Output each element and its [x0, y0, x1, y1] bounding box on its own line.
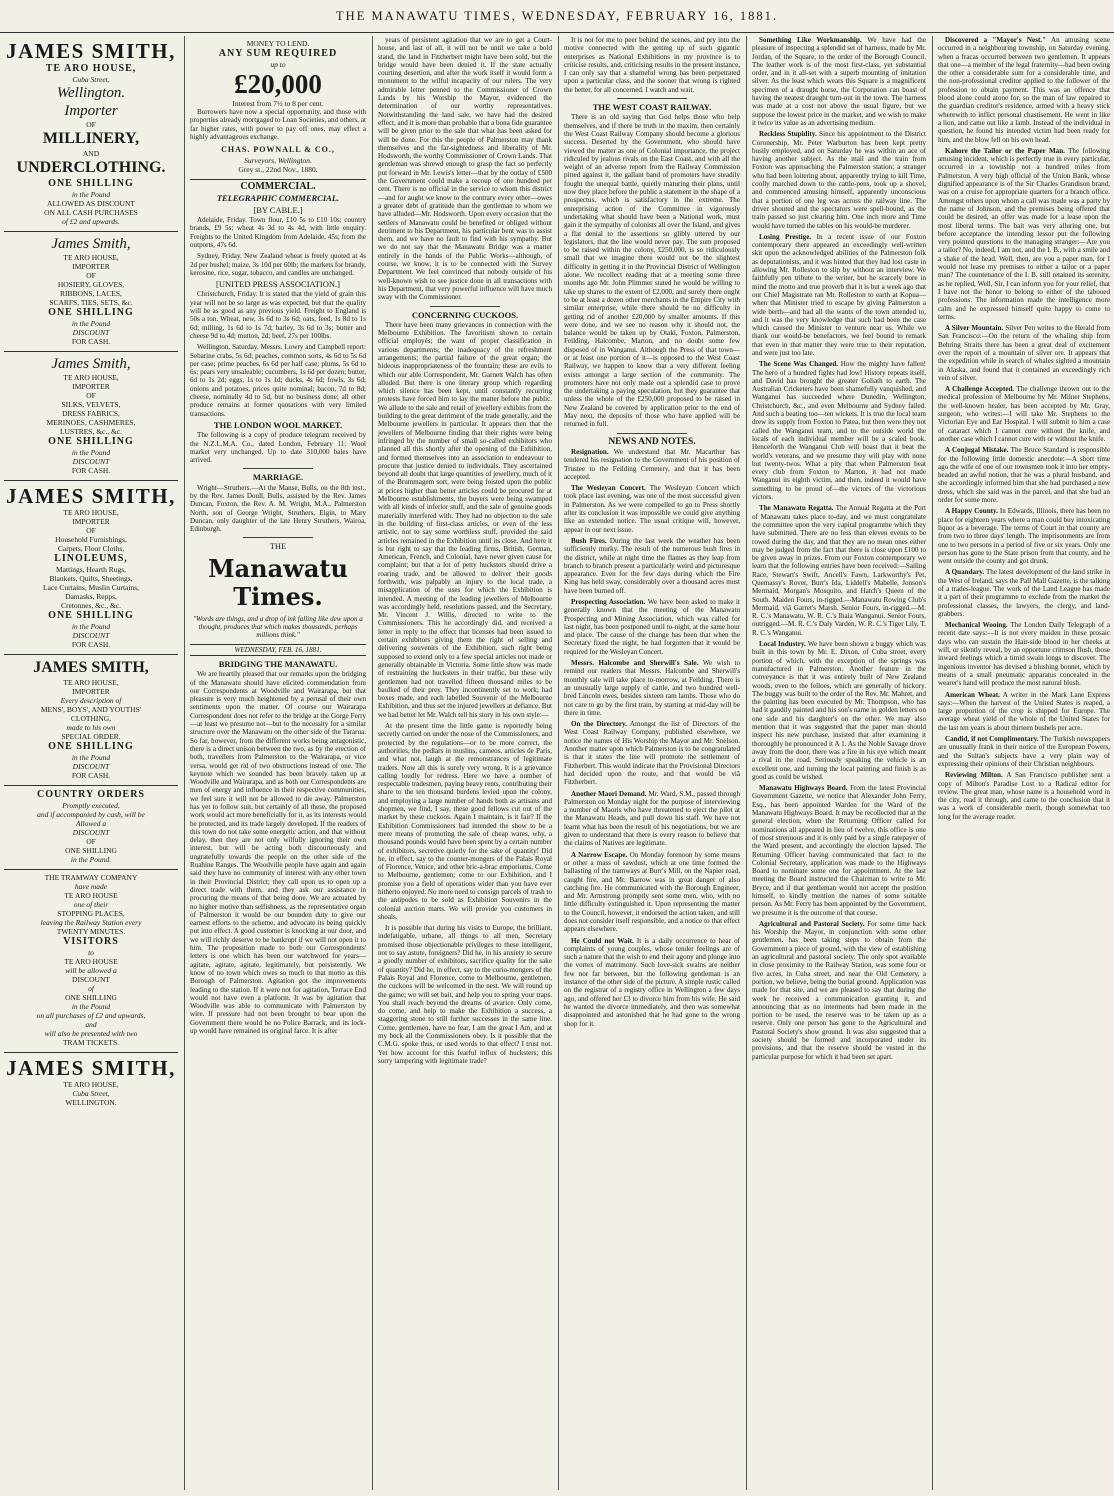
news-text: The latest development of the land strike in the West of Ireland, says the Pall Mall Gazette, is the talking of a trades-league. The work of the Land League has made it a part of their programme to exclude from the market the professional classes, the lawyers, the clergy, and land-grabbers. [938, 568, 1110, 618]
ad-line: SPECIAL ORDER. [61, 732, 121, 741]
column-rule [558, 36, 559, 1490]
news-head: Mechanical Wooing. [945, 621, 1008, 630]
ad-place: TE ARO HOUSE, [45, 63, 137, 74]
news-text: On Monday forenoon by some means or other a mass of sawdust, which at one time formed the ballasting of the tramways at Burr's Mill, on the Napier road, caught fire, and Mr. Barrow was in great danger of also catching fire. He communicated with the Borough Engineer, and Mr. Armstrong promptly sent some men, who, with no little difficulty extinguished it. Upon representing the matter to the Council, however, it endorsed the action taken, and still does not consider itself responsible, and a notice to that effect appears elsewhere. [564, 850, 741, 934]
news-item [938, 36, 1110, 144]
news-item [564, 937, 740, 1028]
ad-line: Cretonnes, &c., &c. [61, 601, 121, 610]
ad-line: TE ARO HOUSE [64, 957, 118, 966]
money-title: MONEY TO LEND. [246, 39, 310, 48]
ad-line: on all purchases of £2 and upwards, [36, 1011, 146, 1020]
ad-millinery [4, 36, 178, 232]
paper-title: Manawatu Times. [208, 553, 348, 611]
news-head: Discovered a "Mayor's Nest." [945, 36, 1047, 44]
ad-city: WELLINGTON. [65, 1098, 117, 1107]
news-item [752, 36, 926, 127]
news-text: The Annual Regatta at the Port of Manawatu takes place to-day, and we must congratulate the committee upon the very capital programme which they have submitted. There are no less than eleven events to be rowed during the day, and that they are no mean ones either may be judged from the fact that there is close upon £100 to be given away in prizes. From our Foxton contemporary we learn that the following entries have been received:—Sailing Race, Stewart's Swift, Ancell's Fawn, Larkworthy's Pet, Quemassy's Rover, Burr's Ida, Liddell's Mabelle, Jonson's Mermaid, Morgan's Mosquito, and Hatch's Queen of the South. Maiden Fours, in-rigged.—Manawatu Rowing Club's Mermaid, viâ Garret's Marsh. Senior Fours, in-rigged.—M. R. C.'s Manawatu, W. R. C.'s Ihaia Wanganui. Senior Fours, outrigged.—M. R. C.'s Daly Varden, W. R. C.'s Tiger Lily, T. R. C.'s Wanganui. [752, 504, 926, 637]
ad-line: DRESS FABRICS, [62, 409, 120, 418]
ad-city: Wellington. [56, 85, 126, 101]
news-text: In a recent issue of our Foxton contemporary there appeared an exceedingly well-written skit upon the acknowledged abilities of the Palmerston folk as deputationists, and it was hinted that they had lost caste in allowing Mr. Rolleston to slip by without an interview. We faithfully pen tribute to the writer, but he scarcely bore in mind the motto and true proverb that it is but a week ago that our Chief Magistrate ran Mr. Rolleston to earth at Kopua—when that Minister tried to escape by giving Palmerston a wide berth—and had all the wants of the town attended to, and it was the very knowledge that such had been the case which caused the Minister to venture near us. While we thank our would-be benefactors, we feel bound to remark that even in that matter they were true to their reputation, and were just too late. [752, 232, 926, 357]
marriage-text: Wright—Struthers.—At the Manse, Bulls, on the 8th inst., by the Rev. James Doull, Bulls, assisted by the Rev. James Duncan, Foxton, the Rev. A. M. Wright, M.A., Palmerston North, son of George Wright, Struthers, Elgin, to Mary Duncan, only daughter of the late Henry Struthers, Wairoa, Edinburgh. [190, 483, 366, 534]
news-head: A Challenge Accepted. [945, 385, 1015, 394]
ad-name: James Smith, [51, 236, 131, 252]
commercial-paragraph: Sydney, Friday. New Zealand wheat is freely quoted at 4s 2d per bushel; maize, 3s 10d per 60lb; the markets for brandy, kerosine, rice, sugar, tobacco, and candles are unchanged. [190, 252, 366, 277]
ad-place: TE ARO HOUSE, [63, 1080, 119, 1089]
ad-line: Every description of [60, 696, 122, 705]
ad-line: Importer [64, 103, 118, 119]
ad-line: SILKS, VELVETS, [61, 400, 121, 409]
news-item [752, 360, 926, 501]
ad-line: HOSIERY, GLOVES, [57, 280, 125, 289]
news-head: American Wheat. [945, 690, 1000, 699]
ad-line: in the Pound [71, 190, 111, 199]
news-text: A San Francisco publisher sent a copy of Milton's Paradise Lost to a Radical editor for review. The great man, whose name is a household word in the city, read it through, and came to the conclusion that it was a work of considerable merit, though somewhat too long for the average reader. [938, 771, 1110, 821]
news-head: Reviewing Milton. [945, 771, 1003, 780]
news-text: We wish to remind our readers that Messrs. Halcombe and Sherwill's monthly sale will take place to-morrow, at Feilding. There is an unusually large supply of cattle, and two hundred well-bred Lincoln ewes, besides sixteen ram lambs. Those who do not care to go by the first train, by starting at mid-day will be there in time. [564, 659, 740, 717]
ad-line: DISCOUNT [72, 631, 110, 640]
ad-line: RIBBONS, LACES, [60, 289, 122, 298]
money-to-lend [190, 36, 366, 180]
news-text: Silver Pen writes to the Herald from San Francisco:—On the return of the whaling ship from Behring Straits there has been a great deal of excitement over the report of a mountain of silver ore. It appears that the expedition while in search of whales sighted a mountain in Alaska, and found that it contained an exceedingly rich vein of silver. [938, 324, 1110, 382]
ad-line: Blankets, Quilts, Sheetings, [49, 574, 133, 583]
column-news-2 [934, 36, 1114, 1490]
commercial-paragraph: Adelaide, Friday. Town flour, £10 5s to £10 10s; country brands, £9 5s; wheat 4s 3d to 4s 4d, with little enquiry. Freights to the United Kingdom from Adelaide, 45s; from the outports, 47s 6d. [190, 216, 366, 249]
ad-footer [4, 1053, 178, 1107]
news-text: For some time back his Worship the Mayor, in conjunction with some other gentlemen, has been taking steps to obtain from the Government a piece of ground, with the view of establishing an agricultural and pastoral society. The only spot available in close proximity to the Railway Station, was some four or five acres, in Cuba street, and near the Old Cemetery, a portion, we believe, being the burial ground. Application was made for that site, and we are pleased to say that during the week he received a communication granting it, and announcing that as no interments had been made in the portion to be used, the reserve was to be taken up as a reserve. Only one person has gone to the Agricultural and Pastoral Society's show ground. It was also suggested that a society should be formed and incorporated under its provisions, and that the reserve should be vested in the particular purpose for which it had been set apart. [752, 919, 926, 1061]
ad-line: ONE SHILLING [48, 436, 134, 447]
news-head: Losing Prestige. [759, 232, 812, 241]
ad-silks [4, 352, 178, 481]
separator [617, 433, 687, 434]
ad-line: TE ARO HOUSE [64, 891, 118, 900]
news-head: On the Directory. [571, 720, 627, 729]
ad-line: in the Pound. [70, 855, 112, 864]
ad-line: ONE SHILLING [65, 993, 117, 1002]
news-item [564, 484, 740, 534]
ad-line: DISCOUNT [72, 975, 110, 984]
news-text: In Edwards, Illinois, there has been no place for eighteen years where a man could buy intoxicating liquor as a beverage. The terms of Court in that county are from two to three days' length. The imprisonments are from one to two persons in a period of five or six years. Only one person has gone to the State prison from that county, and he went outside the county and got drunk. [938, 507, 1110, 566]
ad-line: Lace Curtains, Muslin Curtains, [42, 583, 140, 592]
news-text: The Turkish newspapers are unusually frank in their notice of the European Powers, and the Sultan's subjects have a very plain way of expressing their opinions of their Christian neighbours. [938, 735, 1111, 768]
ad-line: Allowed a [75, 819, 107, 828]
ad-line: FOR CASH. [71, 337, 111, 346]
news-text: Mr. Ward, S.M., passed through Palmerston on Monday night for the purpose of interviewing a number of Maoris who have threatened to eject the pilot at the Manawatu Heads, and pull down his staff. We have not learnt what has been the result of his negotiations, but we are given to understand that there is every reason to believe that the claims of Natives are legitimate. [564, 789, 740, 848]
news-item [938, 324, 1110, 382]
ad-line: DISCOUNT [72, 457, 110, 466]
news-item [938, 568, 1110, 618]
ad-line: one of their [73, 900, 109, 909]
news-text: The following amusing incident, which is perfectly true in every particular, occurred in a township not a hundred miles from Palmerston. A very high official of the Union Bank, whose dignified appearance is of the Sir Charles Grandison brand, was on a cruise for appropriate quarters for a branch office. Amongst others upon whom a call was made was a party by the name of Johnson, and the premises being offered that could be desired, an offer was made for a lease upon the most liberal terms. The bait was very alluring one, but before acceptance the intending lessor put the following very pointed questions to the managing stranger:—Are you a tailor? No, indeed, I am not, and the I. B., with a smile and a shake of the head. Well, then, are you a paper man, for I would not lease my premises to either a tailor or a paper man? The countenance of the I. B. still retained its serenity, as he replied, Well, Sir, I can inform you for your relief, that I have not the honor to belong to either of the tabooed professions. The information made the intelligence more calm and he expressed himself quite happy to come to terms. [938, 146, 1110, 321]
ad-name: JAMES SMITH, [33, 659, 149, 676]
news-text: The Bruce Standard is responsible for the following little domestic anecdote:—A short time ago the wife of one of our townsmen took it into her empty-headed an awful notion, that he was a plural husband, and she accordingly informed him that she had purchased a new dress, which she said was in the parcel, and that she had an order for some more. [938, 446, 1110, 505]
news-text: We understand that Mr. Macarthur has tendered his resignation to the Government of his position of Trustee to the Feilding Cemetery, and that it has been accepted. [564, 447, 740, 481]
news-text: We have been asked to make it generally known that the meeting of the Manawatu Prospecting and Mining Association, which was called for last night, has been postponed until to-night, at the same hour and place. The cause of the change has been that when the Secretary fixed the night, he had forgotten that it would be required for the Wesleyan Concert. [564, 598, 740, 656]
news-head: Candid, if not Complimentary. [945, 735, 1039, 744]
ad-place: TE ARO HOUSE, [63, 373, 119, 382]
masthead [0, 0, 1114, 33]
ad-line: OF [86, 120, 96, 129]
ad-line: MERINOES, CASHMERES, [46, 418, 136, 427]
commercial-cable: [BY CABLE.] [253, 204, 303, 215]
paper-title-the: THE [269, 541, 287, 552]
column-rule [372, 36, 373, 1490]
commercial-subtitle: TELEGRAPHIC COMMERCIAL. [216, 193, 340, 204]
news-text: Since his appointment to the District Coronership, Mr. Peter Warburton has been kept pretty busily employed, and on Saturday he was within an ace of having another subject. As the mail and the train from Foxton was approaching the Palmerston station; a stranger who had been loitering about, apparently trying to kill Time, coolly marched down to the cattle-pens, took up a shovel, and commenced amusing himself, apparently unconscious that a portion of one leg was across the railway line. The driver shouted and the spectators were spell-bound, as the train passed so just clearing him. One inch more and Time would have turned the tables on his would-be murderer. [752, 130, 926, 230]
commercial-title: COMMERCIAL. [240, 181, 316, 193]
news-text: It is a daily occurrence to hear of complaints of young couples, whose tender feelings are of such a nature that the wish to end their agony and plunge into the vortex of matrimony. Such love-sick swains are neither few nor far between, but the following gentleman is an instance of the other side of the picture. A simple rustic called on the registrar of a registry office in Wellington a few days ago, and offered her £3 to divorce him from his wife. He said he wanted the divorce immediately, and then was somewhat disappointed and astonished that he had gone to the wrong shop for it. [564, 936, 740, 1028]
news-item [564, 659, 740, 717]
news-text: From the latest Provincial Government Gazette, we notice that Alexander John Ferry, Esq., has been appointed Warden for the Ward of the Manawatu Highways Board. It may be recollected that at the general election, when the Returning Officer called for nominations all appeared in lieu of twelve, this office is one of most strenuous and it is only paid by a single ratepayer of the Ward present, and accordingly the election lapsed. The Returning Officer having communicated that fact to the Colonial Secretary, application was made to the Highways Board to nominate some one for appointment. At the last meeting the Board instructed the Chairman to write to Mr. Bryce, and if that gentleman would not accept the position himself, to kindly mention the names of some suitable person. As Mr. Ferry has been appointed by the Government, we presume it is the outcome of that course. [752, 784, 926, 917]
news-text: The London Daily Telegraph of a recent date says:—It is not every maiden in these prosaic days who can sustain the Hair-side blood in her cheeks at will, or silently reveal, by an opportune crimson flush, those inward feelings which a timid swain longs to discover. The ingenious inventor has devised a blushing bonnet, which by means of a small pneumatic apparatus concealed in the wearer's hand will produce the most natural blush. [938, 621, 1110, 688]
ad-hosiery [4, 232, 178, 352]
column-news-1 [748, 36, 930, 1490]
ad-line: IMPORTER [72, 517, 110, 526]
ad-line: ONE SHILLING [48, 610, 134, 621]
news-head: Manawatu Highways Board. [759, 784, 848, 793]
cuckoos-paragraph: At the present time the little game is reportedly being secretly carried on under the nose of the Commissioners, and protected by the regulations—or to be more correct, the authorities, the pedlars in muslins, cameos, articles de Paris, and what not, laugh at the remonstrances of legitimate traders. Now all this is surely very wrong. It is a grievance calling loudly for redress. Here we have a number of respectable tradesmen, paying heavy rents, contributing their share to the ten thousand burdens levied upon the colony, and employing a large number of hands both as artisans and shopmen, we find, I say, these good fellows cut out of the market by these cuckoos. Again I maintain, is it fair? If the Exhibition Commissioners had intended the show to be a mere means of promoting the sale of cheap wares, why, a thousand pounds would have been spent by a certain number of exhibitors, secretive quietly for the sake of quantity! Did he, in effect, say to the counter-mongers of the Palais Royal of Florence, Venice, and other bric-a-brac emporiums, Come to Melbourne, gentlemen; come to our Exhibition, and I promise you a field of operations wider than you have ever hitherto enjoyed. No more need to consign parcels of trash to the antipodes to be sold as Exhibition Souvenirs in the colonial auction marts. We will provide you customers in shoals. [378, 722, 552, 921]
ad-line: COUNTRY ORDERS [36, 789, 145, 800]
ad-line: VISITORS [63, 936, 119, 947]
ad-line: in the Pound [71, 1002, 111, 1011]
ad-street: Cuba Street, [72, 1089, 110, 1098]
ad-place: TE ARO HOUSE, [63, 678, 119, 687]
commercial-paragraph: Christchurch, Friday. It is stated that the yield of grain this year will not be so large as was expected, but that the quality will be as good as any previous yield. Freight to England is 50s a ton. Wheat, new, 3s 6d to 3s 6d; oats, feed, 1s 8d to 1s 6d; milling, 1s 6d to 1s 7d; barley, 3s 6d to 3s; butter and cheese 9d to 4d; mutton, 2d; beef, 27s per 100lbs. [190, 290, 366, 340]
ad-name: JAMES SMITH, [6, 1056, 176, 1080]
ad-line: leaving the Railway Station every [40, 918, 142, 927]
ad-line: ONE SHILLING [48, 741, 134, 752]
money-rate: Interest from 7½ to 8 per cent. [232, 99, 324, 108]
news-text: A writer in the Mark Lane Express says:—When the harvest of the United States is reaped, a large proportion of the crop is shipped for Europe. The average wheat yield of the whole of the United States for the last ten years is about thirteen bushels per acre. [938, 690, 1110, 732]
money-line: ANY SUM REQUIRED [218, 48, 338, 59]
news-head: Another Maori Demand. [571, 789, 647, 798]
news-item [938, 446, 1110, 504]
news-item [752, 920, 926, 1061]
west-coast-title: THE WEST COAST RAILWAY. [592, 102, 712, 113]
ad-line: and [85, 1020, 97, 1029]
news-item [564, 720, 740, 786]
news-item [564, 790, 740, 848]
news-head: A Conjugal Mistake. [945, 446, 1009, 455]
news-head: Reckless Stupidity. [759, 130, 817, 139]
separator [243, 468, 313, 469]
ad-line: of £2 and upwards. [62, 217, 120, 226]
news-item [752, 640, 926, 781]
ad-line: FOR CASH. [71, 466, 111, 475]
news-text: We have had the pleasure of inspecting a splendid set of harness, made by Mr. Jordan, of the Square, to the order of the Borough Council. The leather work is of the most first-class, yet substantial order, and in it all-set with a superb mounting of imitation silver. As the least which wears this Square is a magnificent specimen of a draught horse, the Corporation can boast of having the neatest draught turn-out in the town. The harness was made at a cost not above the usual figure, but we suppose the lowest price in the market, and we wish to make it twice its value as an advertising medium. [752, 36, 926, 127]
ad-line: to [88, 948, 94, 957]
news-item [752, 130, 926, 230]
commercial-paragraph: Wellington, Saturday. Messrs. Lowry and Campbell report: Sebarine crabs, 5s 6d; peaches, common sorts, 4s 6d to 5s 6d per case; prime peaches, 6s 6d per half case; plums, 5s 6d to 6s; pears very unsaleable; cucumbers, 1s 6d per dozen; butter, 6d to 1s 2d; eggs, 1s to 1s 1d; ducks, 4s 6d; fowls, 3s 6d; onions and potatoes, prices quite nominal; bacon, 7d to 8d; cheese, nominally 4d to 5d, but no business done; all other produce remains at former quotations with very limited transactions. [190, 343, 366, 418]
news-text: We have been shown a buggy which was built in this town by Mr. E. Dixon, of Cuba street, every portion of which, with the exception of the springs was manufactured in Palmerston. Another feature in the conveyance is that it was entirely built of New Zealand woods, even to the felloes, which are generally of hickory. The buggy was built to the order of the Rev. Mr. Mahret, and the painting has been executed by Mr. Thompson, who has had it gaudily painted and his son's name in golden letters on one side and his daughter's on the other. We may also mention that it was suggested that the paper man should inspect his new purchase, insisted that after examining it thoroughly he pronounced it A 1. As the Noble Savage drove away from the door, there was a fire in his eye which meant a rival in the road. Seriously speaking the vehicle is an excellent one, and turning the local painting and finish is as good as could be wished. [752, 640, 927, 781]
news-head: The Manawatu Regatta. [759, 504, 834, 513]
ad-line: made to his own [66, 723, 116, 732]
ad-line: have made [74, 882, 108, 891]
ad-line: OF [86, 526, 96, 535]
ad-line: IMPORTER [72, 687, 110, 696]
column-commercial [186, 36, 370, 1490]
ad-line: Mattings, Hearth Rugs, [56, 565, 126, 574]
ad-clothing [4, 655, 178, 786]
separator [617, 98, 687, 99]
ad-line: UNDERCLOTHING. [16, 159, 166, 176]
ad-line: in the Pound [71, 448, 111, 457]
column-ads [0, 36, 182, 1490]
leader-title: BRIDGING THE MANAWATU. [218, 658, 338, 669]
paper-date: WEDNESDAY, FEB. 16, 1881. [190, 644, 366, 656]
news-item [752, 504, 926, 637]
ad-line: Damasks, Repps, [65, 592, 117, 601]
leader-paragraph: years of persistent agitation that we are to get a Court-house, and last of all, it will not be until we take a bold stand, the land in Fitzherbert might have been sold, but the bridge would have been denied it. If the state actually courting desertion, and after the work itself it would form a monument to the wilful incapacity of our rulers. The very admirable letter penned to the Commissioner of Crown Lands by his Worship the Mayor, evidenced the determination of our worthy representatives. Notwithstanding the land sale, we have had the desired effect, and it is more than probable that a bona fide guarantee will be given prior to the sale that what has been asked for will be done. For this the people of Palmerston may thank themselves and the far-sightedness and liberality of Mr. Hodsworth, the worthy Commissioner of Crown Lands. That gentleman was shrewd enough to grasp the fact so perfectly put forward in Mr. Lewis's letter—that by the outlay of £500 the Government could make a recoup of one hundred per cent. There is no official in the service to whom this district—and for aught we know to the contrary every other—owes a greater debt of gratitude than the gentleman to whom we have alluded—Mr. Hodsworth. Upon every occasion that the settlers of Manawatu could be benefited or obliged without detriment to his Department, his particular bent was to assist them, and we have no fault to find with his sympathy. But we do not say that the Manawatu Bridge was a matter entirely in the hands of the Public Works—although, of course, we know, it is to be connected with the Survey Department. We feel convinced that nobody outside of his well-known wish to see justice done in all transactions with his Department, that very powerful influence will have much sway with the Commissioner. [378, 36, 552, 302]
news-head: Resignation. [571, 447, 609, 456]
west-coast-paragraph: There is an old saying that God helps those who help themselves, and if there be truth in the maxim, then certainly the West Coast Railway Company should become a glorious success. Deserted by the Government, who should have viewed the matter as one of Colonial importance, the project ridiculed by jealous rivals on the East Coast, and with all the weight of an adverse report from the Railway Commission pitted against it, the gallant band of promoters have steadily fought the unequal battle, quietly maturing their plans, until now they place before the public a statement in the shape of a prospectus, which is satisfactory in the extreme. The enterprising action of the Committee in vigorously undertaking what should have been a National work, must gain it the sympathy of colonists all over the Island, and gives a flat denial to the assertions so glibly uttered by our legislators, that the line would never pay. The sum proposed to be raised within the colony, £250,000, is so ridiculously small that we imagine there would not be the slightest difficulty in getting it in the Provincial District of Wellington alone. We recollect reading that at a meeting some three months ago Mr. John Plimmer stated he would be willing to take up shares to the extent of £2,000, and surely there ought to be at least a dozen other merchants in the Empire City with similar enterprise, while there should be no difficulty in getting rid of another £20,000 by smaller amounts. If this were done, and we see no reason why it should not, the balance would be taken up by Otaki, Foxton, Palmerston, Feilding, Halcombe, Marton, and no doubt some few disposed of in Wanganui. Although the Press of that town—or at least one portion of it—is opposed to the West Coast Railway, we happen to know that a very different feeling exists amongst a large section of the community. The promoters have not only made out a splendid case to prove the undertaking a paying speculation, but they guarantee that unless the whole of the £250,000 proposed to be raised in New Zealand be covered by application prior to the end of May next, the deposits of those who have applied will be returned in full. [564, 113, 740, 429]
separator [243, 537, 313, 538]
ad-name: JAMES SMITH, [6, 39, 176, 63]
news-head: Prospecting Association. [571, 598, 646, 606]
ad-line: ON ALL CASH PURCHASES [44, 208, 138, 217]
marriage-title: MARRIAGE. [252, 472, 304, 483]
news-item [564, 598, 740, 656]
ad-name: JAMES SMITH, [6, 484, 176, 508]
news-item [938, 385, 1110, 443]
ad-name: James Smith, [51, 356, 131, 372]
money-body: Borrowers have now a special opportunity, and those with properties already mortgaged to Loan Societies, and others, at far higher rates, with power to pay off ones, may effect a highly advantageous exchange. [190, 108, 366, 141]
ad-line: CLOTHING, [70, 714, 112, 723]
news-text: The Wesleyan Concert which took place last evening, was one of the most successful given in Palmerston. As we were compelled to go to Press shortly after its conclusion it was impossible we could give anything like an extended notice. The usual critique will, however, appear in our next issue. [564, 484, 740, 534]
wool-title: THE LONDON WOOL MARKET. [213, 419, 343, 430]
ad-line: AND [82, 149, 100, 158]
cuckoos-title: CONCERNING CUCKOOS. [411, 309, 519, 320]
ad-line: ONE SHILLING [65, 846, 117, 855]
news-text: An amusing scene occurred in a neighbouring township, on Saturday evening, when a fracas occurred between two gentlemen. It appears that one—a member of the legal fraternity—had been owing the other a considerable sum for a considerable time, and the non-professional creditor applied to the follower of the profession to obtain payment. This was an offence that blood alone could atone for, so the man of law repaired to the guardian creditor's residence, armed with a heavy stick wherewith to inflict personal chastisement. He went in like a lion, and came out like a lamb. Instead of the individual in question, he found his intended victim had been ready for him, and the blow fell on his own head. [938, 36, 1110, 144]
news-item [938, 771, 1110, 821]
ad-line: SCARFS, TIES, SETS, &c. [49, 298, 133, 307]
cuckoos-paragraph: It is not for me to peer behind the scenes, and pry into the motive connected with the getting up of such gigantic enterprises as National Exhibitions in my province is to criticise results, and, criticising results in the present instance, I can only say that a shameful wrong has been perpetrated upon a particular class, and the sooner that wrong is righted the better, for all concerned. I watch and wait. [564, 36, 740, 94]
news-head: Agricultural and Pastoral Society. [759, 919, 865, 928]
leader-paragraph: We are heartily pleased that our remarks upon the bridging of the Manawatu should have elicited commendation from our Correspondents at Woodville and Wairarapa, but that pleasure is very much heightened by a perusal of their own sentiments upon the matter. Of course our Wairarapa Correspondent does not refer to the bridge at the Gorge Ferry—at least we presume not—but to the necessity for a similar structure over the Manawatu on the other side of the Tararua. So far, however, from the different works being antagonistic, there is a direct unison between the two, as by the erection of both, travellers from Palmerston to the Wairarapa, or vice versa, would get rid of two obstructions instead of one. The keynote which we sounded has been bravely taken up at Woodville and Wairarapa, and as both our Correspondents are men of energy and influence in their respective communities, we feel sure it will not be allowed to die away. Palmerston has yet to follow suit, but certainly of all these, the proposed work would act more beneficially for it, as its interests would be protected, and its trade largely developed. If the readers of this town do not take some energetic action, and that without delay, then they are not only wilfully ignoring their own interest, but will be acting both discourteously and ungratefully towards the people on the other side of the Ruahine Ranges. The Woodville people have again and again said they have no community of interest with any other town in their Provincial District; they call upon us to open up a direct trade with them, and they ask our assistance in procuring the means of that being done. We are actuated by no higher motive than selfishness, as the representative organ of Palmerston it would be our bounden duty to give our earnest efforts to the scheme, and advocate its being quickly put into effect. A good customer is knocking at our door, and we will richly deserve to be bankrupt if we will not open it to him. The proposition made to both our Correspondents' letters is one which has been our watchword for years—agitate, agitate, agitate, legitimately, but persistently. We know of no town which owes so much to that motto as this Borough of Palmerston. Agitation got the improvements leading to the station. If it were not for agitation, Terrace End would not have even a platform. It was by agitation that Woodville was able to communicate with Palmerston by wire. If pressure had not been brought to bear upon the Government there would be no Police Barrack, and its lock-up would have remained its original farce. It is after [190, 670, 366, 1036]
ad-line: ALLOWED AS DISCOUNT [47, 199, 135, 208]
column-railway [560, 36, 744, 1490]
ad-street: Cuba Street, [72, 75, 110, 84]
column-rule [932, 36, 933, 1490]
ad-line: OF [86, 837, 96, 846]
news-text: The challenge thrown out to the medical profession of Melbourne by Mr. Milner Stephens, the well-known healer, has been accepted by Mr. Gray, surgeon, who writes:—I will take Mr. Stephens to the Victorian Eye and Ear Hospital. I will submit to him a case of cataract which I cannot cure without the knife, and another case which I cannot cure with or without the knife. [938, 385, 1110, 443]
separator [430, 306, 500, 307]
ad-line: DISCOUNT [72, 828, 110, 837]
news-head: A Silver Mountain. [945, 324, 1004, 333]
cuckoos-paragraph: It is possible that during his visits to Europe, the brilliant, indefatigable, urbane, all things to all men, Secretary promised those objectionable privileges to these intelligent, not to say astute, foreigners? Did he, in his anxiety to secure a goodly number of exhibitors, sacrifice quality for the sake of quantity? Did he, in effect, say to the curio-mongers of the Palais Royal and Florence, come to Melbourne, gentlemen, the cuckoos will be welcomed in the nest. We will round up the game; we will set bait, and help you to spring your traps. You shall reach beyond the dreams of avarice. Only come, do come, and help to make the Exhibition a success, a staggering stone to still further successes in the same line. Come, gentlemen, have no fear, I am the great I Am, and at my beck all the Commissioners obey. Is it possible that the C.M.G. spoke thus, or used words to that effect? I trust not. Yet how account for this fearful influx of hucksters; this sorry tampering with legitimate trade? [378, 924, 552, 1065]
news-head: Something Like Workmanship. [759, 36, 862, 44]
ad-line: FOR CASH. [71, 771, 111, 780]
news-head: He Could not Wait. [571, 936, 634, 945]
column-leader [374, 36, 556, 1490]
money-agent-2: Surveyors, Wellington. [244, 156, 312, 166]
masthead-text: THE MANAWATU TIMES, WEDNESDAY, FEBRUARY 16, 1881. [336, 9, 778, 23]
ad-line: Household Furnishings, [55, 535, 127, 544]
news-item [938, 691, 1110, 732]
ad-line: and if accompanied by cash, will be [37, 810, 145, 819]
money-line: up to [270, 60, 286, 69]
ad-line: TWENTY MINUTES. [56, 927, 126, 936]
news-text: Amongst the list of Directors of the West Coast Railway Company, published elsewhere, we notice the names of His Worship the Mayor and Mr. Snelson. Another matter upon which Palmerston is to be congratulated is that it states the line will promote the settlement of Fitzherbert. This would indicate that the Provisional Directors had decided upon the route, and that would be viâ Fitzherbert. [564, 720, 740, 787]
ad-line: will also be presented with two [44, 1029, 138, 1038]
ad-place: TE ARO HOUSE, [63, 508, 119, 517]
ad-line: MENS', BOYS', AND YOUTHS' [40, 705, 142, 714]
news-title: NEWS AND NOTES. [608, 436, 696, 447]
commercial-press: [UNITED PRESS ASSOCIATION.] [216, 279, 340, 290]
news-head: The Scene Was Changed. [759, 360, 839, 369]
news-text: During the last week the weather has been sufficiently murky. The result of the numerous bush fires in the district, while at night time the flames as they leap from branch to branch present a particularly weird and picturesque appearance. Even for the few days during which the Fire King has held sway, considerably over a thousand acres must have been burned off. [564, 536, 740, 595]
ad-line: DISCOUNT [72, 762, 110, 771]
ad-line: TRAM TICKETS. [62, 1038, 120, 1047]
ad-line: IMPORTER [72, 382, 110, 391]
ad-line: FOR CASH. [71, 640, 111, 649]
ad-line: OF [86, 271, 96, 280]
news-item [564, 537, 740, 595]
ad-line: LUSTRES, &c., &c. [59, 427, 123, 436]
news-item [938, 621, 1110, 687]
wool-paragraph: The following is a copy of produce telegram received by the N.Z.L.M.A. Co., dated London, February 11: Wool market very unchanged. Up to date 310,000 bales have arrived. [190, 431, 366, 465]
ad-line: in the Pound [71, 319, 111, 328]
news-head: Bush Fires. [571, 536, 607, 545]
ad-line: DISCOUNT [72, 328, 110, 337]
ad-line: in the Pound [71, 753, 111, 762]
ad-place: TE ARO HOUSE, [63, 253, 119, 262]
news-head: The Wesleyan Concert. [571, 484, 646, 493]
ad-line: STOPPING PLACES, [57, 909, 125, 918]
ad-tramway [4, 870, 178, 1053]
ad-line: Promptly executed, [62, 801, 120, 810]
money-amount: £20,000 [234, 69, 322, 99]
ad-line: THE TRAMWAY COMPANY [44, 873, 138, 882]
news-head: A Quandary. [945, 568, 985, 577]
news-item [938, 507, 1110, 565]
news-head: Messrs. Halcombe and Sherwill's Sale. [571, 659, 699, 668]
ad-line: in the Pound [71, 622, 111, 631]
ad-line: Carpets, Floor Cloths, [57, 544, 125, 553]
news-item [564, 448, 740, 481]
ad-furnishings [4, 481, 178, 655]
ad-line: ONE SHILLING [48, 178, 134, 189]
news-item [938, 147, 1110, 321]
ad-line: IMPORTER [72, 262, 110, 271]
news-head: A Happy County. [945, 507, 998, 516]
ad-country-orders [4, 786, 178, 870]
news-head: A Narrow Escape. [571, 850, 628, 859]
column-rule [746, 36, 747, 1490]
ad-line: LINOLEUMS, [54, 553, 128, 564]
news-text: How the mighty have fallen! The hero of a hundred fights had low! History repeats itself, and David has brought the greater Goliath to earth. The Australian Cricketers have been shamefully vanquished, and Wanganui has succeeded where Dunedin, Wellington, Christchurch, &c., and even Melbourne and Sydney failed. And such a beating too—ten wickets. It is true the local team drew its supply from Foxton to Patea, but then were they not called the Wanganui team, and to the outside world the locals of each individual member will be a scaled book. Henceforth the Wanganui Club will boast that it beat the world's veterans, and we presume they will play with none but twenty-twos. What a pity that when Palmerston beat every club from Foxton to Marton, it had not made Wanganui its eighth victim, and then, indeed it would have something to be proud of—the victors of the victorious victors. [752, 360, 926, 502]
cuckoos-paragraph: There have been many grievances in connection with the Melbourne Exhibition. The favoritism shown to certain official employés; the want of proper classification in various departments; the inadequacy of the refreshment arrangements; the partial failure of the great organ; the hideous inappropriateness of the fountain; these are evils to which our able Correspondent, Mr. Garnett Walch has often alluded. But there is one literary group which regarding which silence has been kept, until constantly recurring protests have forced him to lay the matter before the public. We allude to the sale and retail of jewellery exhibits from the building to the great detriment of the trade generally, and the Melbourne jewellers in particular. It appears then that the jewellers of Melbourne finding that their rights were being infringed by the number of small so-called exhibitors who planned all this shortly after the opening of the Exhibition, and formed themselves into an association to endeavour to procure that justice denied to individuals. They ascertained beyond all doubt that large quantities of jewellery, much of it of the Brummagem sort, were being foisted upon the public at prices higher than better articles could be procured for at Melbourne establishments, the buyers were being swamped with all kinds of inferior stuff, and the sale of genuine goods materially interfered with. They had no objection to the sale in the building of first-class articles, or even of the less artistic, not to say some worthless stuff, provided the said articles remained in the Exhibition until its close. And here it is but right to say that the leading firms, British, German, American, French, and Colonial, have never given cause for complaint; but that a lot of petty hucksters should drive a roaring trade, and be allowed to deliver their goods forthwith, was palpably an injury to the local trade, a misapplication of the uses for which the Exhibition is intended. A meeting of the leading jewellers of Melbourne was accordingly held, resolutions passed, and the Secretary, Mr. Vincent J. Willis, directed to write to the Commissioners. This he accordingly did, and received a letter in reply to the effect that licenses had been issued to certain exhibitors giving them the right of selling and delivering souvenirs of the Exhibition, such right being supposed to extend only to a few special articles not made or generally obtainable in Victoria. Some little show was made of restraining the hucksters in their traffic, but these wily gentlemen had not travelled fifteen thousand miles to be baulked of their prey. They incontinently set to work; had boxes made, and each labelled Souvenir of the Melbourne Exhibition, and thus set the injured jewellers at defiance. But we had better let Mr. Walch tell his story in his own style:— [378, 320, 552, 719]
news-item [752, 233, 926, 357]
ad-line: will be allowed a [65, 966, 117, 975]
column-rule [184, 36, 185, 1490]
news-head: Kahore the Tailor or the Paper Man. [945, 146, 1065, 155]
ad-line: of [88, 984, 94, 993]
paper-motto: "Words are things, and a drop of ink falling like dew upon a thought, produces that which makes thousands, perhaps millions think." [193, 614, 363, 640]
money-date: Grey st., 22nd Nov., 1880. [238, 165, 318, 175]
news-head: Local Industry. [759, 640, 806, 649]
ad-line: ONE SHILLING [48, 307, 134, 318]
money-agent: CHAS. POWNALL & CO., [221, 145, 335, 155]
news-item [752, 784, 926, 917]
news-item [938, 735, 1110, 768]
news-item [564, 851, 740, 934]
ad-line: MILLINERY, [42, 130, 140, 147]
ad-line: OF [86, 391, 96, 400]
